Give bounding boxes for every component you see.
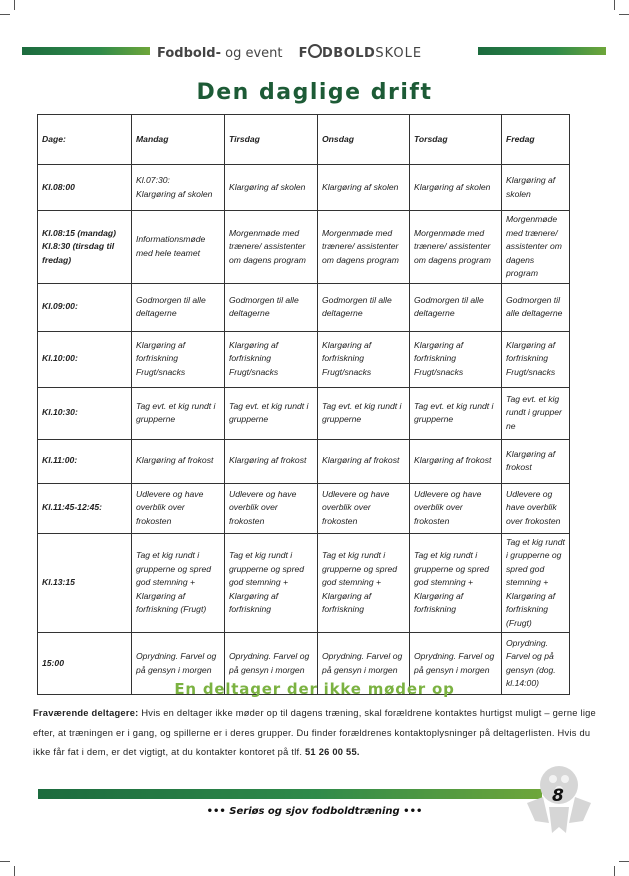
activity-cell: Klargøring af skolen [410, 165, 502, 211]
activity-cell: Morgenmøde med trænere/ assistenter om dagens program [318, 211, 410, 284]
activity-cell: Tag evt. et kig rundt i grupperne [318, 387, 410, 439]
schedule-table [37, 114, 570, 695]
activity-cell: Klargøring af forfriskning Frugt/snacks [502, 331, 570, 387]
time-cell: Kl.13:15 [38, 533, 132, 633]
table-row [38, 387, 570, 439]
activity-cell: Udlevere og have overblik over frokosten [225, 483, 318, 533]
activity-cell: Tag et kig rundt i grupperne og spred god stemning + Klargøring af forfriskning [225, 533, 318, 633]
activity-cell: Klargøring af frokost [410, 439, 502, 483]
crop-mark [14, 0, 15, 10]
activity-cell: Udlevere og have overblik over frokosten [318, 483, 410, 533]
time-cell: Kl.09:00: [38, 283, 132, 331]
activity-cell: Godmorgen til alle deltagerne [318, 283, 410, 331]
time-cell: Kl.11:00: [38, 439, 132, 483]
activity-cell: Klargøring af skolen [318, 165, 410, 211]
header-cell: Tirsdag [225, 115, 318, 165]
activity-cell: Tag evt. et kig rundt i grupperne [410, 387, 502, 439]
activity-cell: Oprydning. Farvel og på gensyn i morgen [132, 633, 225, 695]
time-cell: Kl.10:00: [38, 331, 132, 387]
brand-bold: Fodbold- [157, 46, 221, 61]
time-cell: Kl.10:30: [38, 387, 132, 439]
header-bar-right [478, 47, 606, 55]
activity-cell: Tag et kig rundt i grupperne og spred god stemning + Klargøring af forfriskning (Frugt) [132, 533, 225, 633]
activity-cell: Oprydning. Farvel og på gensyn (dog. kl.14:00) [502, 633, 570, 695]
activity-cell: Morgenmøde med trænere/ assistenter om dagens program [502, 211, 570, 284]
activity-cell: Oprydning. Farvel og på gensyn i morgen [318, 633, 410, 695]
time-cell: Kl.08:00 [38, 165, 132, 211]
activity-cell: Informationsmøde med hele teamet [132, 211, 225, 284]
page-number: 8 [552, 786, 564, 806]
activity-cell: Tag evt. et kig rundt i grupperne [225, 387, 318, 439]
header-bar-left [22, 47, 150, 55]
activity-cell: Klargøring af frokost [132, 439, 225, 483]
page-header [0, 44, 629, 61]
activity-cell: Tag evt. et kig rundt i grupperne [132, 387, 225, 439]
paragraph-lead: Fraværende deltagere: [33, 708, 139, 718]
activity-cell: Oprydning. Farvel og på gensyn i morgen [225, 633, 318, 695]
header-cell: Torsdag [410, 115, 502, 165]
crop-mark [0, 14, 10, 15]
table-row [38, 483, 570, 533]
page-title: Den daglige drift [196, 80, 433, 105]
football-icon [308, 44, 322, 58]
activity-cell: Udlevere og have overblik over frokosten [132, 483, 225, 533]
activity-cell: Godmorgen til alle deltagerne [225, 283, 318, 331]
table-row [38, 165, 570, 211]
activity-cell: Morgenmøde med trænere/ assistenter om dagens program [410, 211, 502, 284]
crop-mark [619, 14, 629, 15]
crop-mark [0, 861, 10, 862]
time-cell: 15:00 [38, 633, 132, 695]
section-paragraph [33, 704, 603, 763]
school-logo [299, 46, 422, 61]
activity-cell: Udlevere og have overblik over frokosten [410, 483, 502, 533]
footer-tagline: ••• Seriøs og sjov fodboldtræning ••• [206, 806, 423, 817]
activity-cell: Tag evt. et kig rundt i grupper ne [502, 387, 570, 439]
activity-cell: Godmorgen til alle deltagerne [410, 283, 502, 331]
activity-cell: Godmorgen til alle deltagerne [502, 283, 570, 331]
activity-cell: Klargøring af frokost [502, 439, 570, 483]
brand-name [157, 44, 423, 61]
header-cell: Mandag [132, 115, 225, 165]
activity-cell: Klargøring af skolen [502, 165, 570, 211]
activity-cell: Klargøring af forfriskning Frugt/snacks [318, 331, 410, 387]
activity-cell: Udlevere og have overblik over frokosten [502, 483, 570, 533]
logo-light: SKOLE [375, 46, 423, 61]
activity-cell: Tag et kig rundt i grupperne og spred god stemning + Klargøring af forfriskning [410, 533, 502, 633]
header-cell: Onsdag [318, 115, 410, 165]
activity-cell: Klargøring af frokost [225, 439, 318, 483]
activity-cell: Klargøring af skolen [225, 165, 318, 211]
table-row [38, 439, 570, 483]
activity-cell: Tag et kig rundt i grupperne og spred god stemning + Klargøring af forfriskning [318, 533, 410, 633]
logo-letter: F [298, 46, 309, 61]
activity-cell: Kl.07:30: Klargøring af skolen [132, 165, 225, 211]
activity-cell: Godmorgen til alle deltagerne [132, 283, 225, 331]
paragraph-text: Hvis en deltager ikke møder op til dagens træning, skal forældrene kontaktes hurtigst muligt – gerne lige efter, at træningen er i gang, og spillerne er i deres grupper. Du finder forældrenes kontaktoplysninger på deltagerlisten. Hvis du ikke får fat i dem, er det vigtigt, at du kontakter kontoret på tlf. [33, 708, 596, 757]
activity-cell: Klargøring af forfriskning Frugt/snacks [132, 331, 225, 387]
table-row [38, 533, 570, 633]
header-cell: Fredag [502, 115, 570, 165]
crop-mark [14, 866, 15, 876]
footer-bar [38, 789, 542, 799]
table-row [38, 211, 570, 284]
activity-cell: Klargøring af forfriskning Frugt/snacks [410, 331, 502, 387]
phone-number: 51 26 00 55. [305, 747, 360, 757]
logo-bold: DBOLD [322, 46, 376, 61]
activity-cell: Klargøring af forfriskning Frugt/snacks [225, 331, 318, 387]
time-cell: Kl.08:15 (mandag) Kl.8:30 (tirsdag til fredag) [38, 211, 132, 284]
activity-cell: Morgenmøde med trænere/ assistenter om dagens program [225, 211, 318, 284]
activity-cell: Tag et kig rundt i grupperne og spred god stemning + Klargøring af forfriskning (Frugt) [502, 533, 570, 633]
activity-cell: Klargøring af frokost [318, 439, 410, 483]
time-cell: Kl.11:45-12:45: [38, 483, 132, 533]
section-heading: En deltager der ikke møder op [174, 680, 455, 698]
header-cell: Dage: [38, 115, 132, 165]
crop-mark [614, 866, 615, 876]
brand-light: og event [220, 46, 283, 61]
table-row [38, 331, 570, 387]
table-header-row [38, 115, 570, 165]
table-row [38, 283, 570, 331]
activity-cell: Oprydning. Farvel og på gensyn i morgen [410, 633, 502, 695]
crop-mark [619, 861, 629, 862]
crop-mark [614, 0, 615, 10]
